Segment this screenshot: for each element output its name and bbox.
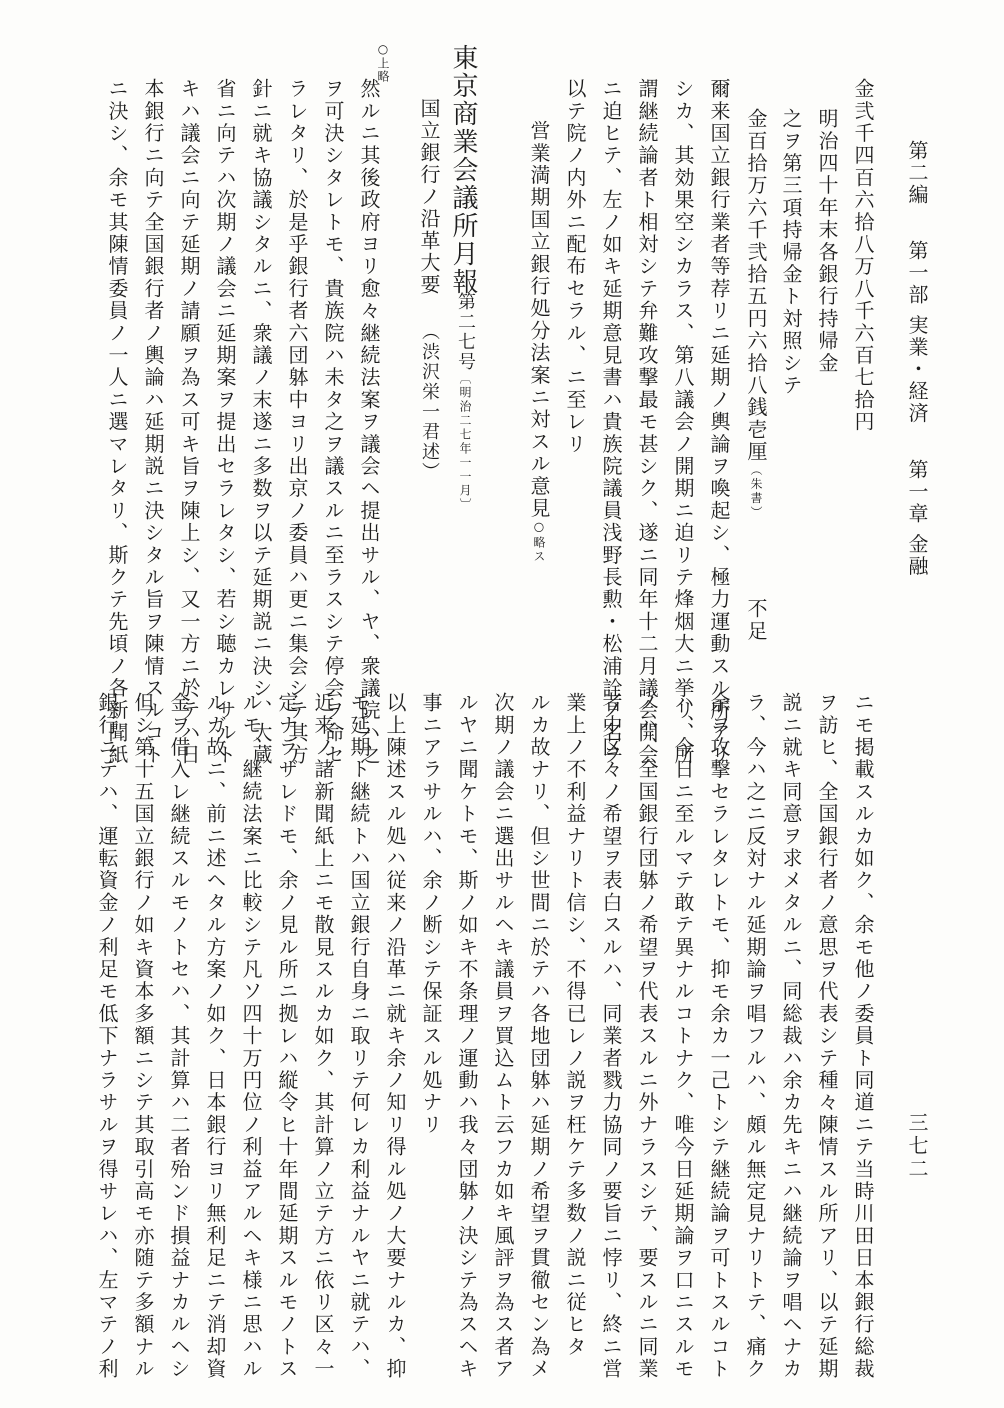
body-line: ニ決シ、余モ其陳情委員ノ一人ニ選マレタリ、斯クテ先頃ノ各新聞紙: [105, 78, 129, 767]
body-line: 近来ノ諸新聞紙上ニモ散見スルカ如ク、其計算ノ立テ方ニ依リ区々一: [311, 692, 335, 1381]
body-line: 以上陳述スル処ハ従来ノ沿革ニ就キ余ノ知リ得ル処ノ大要ナルカ、抑: [383, 692, 407, 1381]
shortfall-label: 不足: [744, 598, 768, 643]
body-line: ヲ可決シタレトモ、貴族院ハ未タ之ヲ議スルニ至ラスシテ停会ヲ命セ: [321, 78, 345, 767]
issue-date: 〔明治二七年一一月〕: [458, 372, 472, 512]
body-line: 者中区々ノ希望ヲ表白スルハ、同業者戮力協同ノ要旨ニ悖リ、終ニ営: [599, 692, 623, 1381]
body-line: 銀行ニテハ、運転資金ノ利足モ低下ナラサルヲ得サレハ、左マテノ利: [95, 692, 119, 1381]
body-line: ノハ、全国銀行団躰ノ希望ヲ代表スルニ外ナラスシテ、要スルニ同業: [635, 692, 659, 1381]
text-line: 以テ院ノ内外ニ配布セラル、ニ至レリ: [563, 78, 587, 456]
amount-value: 金百拾万六千弐拾五円六拾八銭壱厘: [744, 108, 768, 464]
body-line: 金ヲ借入レ継続スルモノトセハ、其計算ハ二者殆ンド損益ナカルヘシ: [167, 692, 191, 1381]
body-line: 省ニ向テハ次期ノ議会ニ延期案ヲ提出セラレタシ、若シ聴カレサルト: [213, 78, 237, 767]
amount-note: （朱書）: [749, 463, 763, 521]
body-line: ラ、今ハ之ニ反対ナル延期論ヲ唱フルハ、頗ル無定見ナリトテ、痛ク: [743, 692, 767, 1381]
article-author: （渋沢栄一君述）: [419, 322, 440, 482]
body-line: ニモ掲載スルカ如ク、余モ他ノ委員ト同道ニテ当時川田日本銀行総裁: [851, 692, 875, 1381]
body-line: 次期ノ議会ニ選出サルヘキ議員ヲ買込ムト云フカ如キ風評ヲ為ス者ア: [491, 692, 515, 1381]
omitted-note: ○略ス: [532, 519, 546, 565]
body-line: 余ヲ攻撃セラレタレトモ、抑モ余カ一己トシテ継続論ヲ可トスルコト: [707, 692, 731, 1381]
body-line: ルガ故ニ、前ニ述ヘタル方案ノ如ク、日本銀行ヨリ無利足ニテ消却資: [203, 692, 227, 1381]
body-line: ルカ故ナリ、但シ世間ニ於テハ各地団躰ハ延期ノ希望ヲ貫徹セン為メ: [527, 692, 551, 1381]
text-line: ニ迫ヒテ、左ノ如キ延期意見書ハ貴族院議員浅野長勲・松浦詮ノ名ヲ: [599, 78, 623, 767]
running-header: [903, 140, 932, 577]
body-line: 但シ第十五国立銀行ノ如キ資本多額ニシテ其取引高モ亦随テ多額ナル: [131, 692, 155, 1381]
text-line: 之ヲ第三項持帰金ト対照シテ: [779, 108, 803, 397]
body-line: 本銀行ニ向テ全国銀行者ノ輿論ハ延期説ニ決シタル旨ヲ陳情スルコト: [141, 78, 165, 767]
journal-title: 東京商業会議所月報: [448, 44, 478, 296]
body-line: 針ニ就キ協議シタルニ、衆議ノ末遂ニ多数ヲ以テ延期説ニ決シ、大蔵: [249, 78, 273, 767]
text-line: 爾来国立銀行業者等荐リニ延期ノ輿論ヲ喚起シ、極力運動スル所アリ: [707, 78, 731, 767]
body-line: 然ルニ其後政府ヨリ愈々継続法案ヲ議会ヘ提出サル、ヤ、衆議院ハ之: [357, 78, 381, 767]
body-line: 業上ノ不利益ナリト信シ、不得已レノ説ヲ枉ケテ多数ノ説ニ従ヒタ: [563, 692, 587, 1358]
body-line: ルモ、継続法案ニ比較シテ凡ソ四十万円位ノ利益アルヘキ様ニ思ハル: [239, 692, 263, 1381]
text-line: 明治四十年末各銀行持帰金: [815, 108, 839, 375]
bill-title: [524, 120, 554, 700]
body-line: モ延期ト継続トハ国立銀行自身ニ取リテ何レカ利益ナルヤニ就テハ、: [347, 692, 371, 1381]
body-line: 定ナラザレドモ、余ノ見ル所ニ拠レハ縦令ヒ十年間延期スルモノトス: [275, 692, 299, 1381]
body-line: ハ、今日ニ至ルマテ敢テ異ナルコトナク、唯今日延期論ヲ口ニスルモ: [671, 692, 695, 1381]
omitted-above-note: ○上略: [376, 42, 390, 83]
issue-line: [452, 292, 478, 512]
body-line: 事ニアラサルハ、余ノ断シテ保証スル処ナリ: [419, 692, 443, 1136]
text-line: 謂継続論者ト相対シテ弁難攻撃最モ甚シク、遂ニ同年十二月議会開会: [635, 78, 659, 767]
body-line: ヲ訪ヒ、全国銀行者ノ意思ヲ代表シテ種々陳情スル所アリ、以テ延期: [815, 692, 839, 1381]
body-line: キハ議会ニ向テ延期ノ請願ヲ為ス可キ旨ヲ陳上シ、又一方ニ於テハ日: [177, 78, 201, 767]
bill-title-text: 営業満期国立銀行処分法案ニ対スル意見: [527, 120, 551, 520]
text-line: シカ、其効果空シカラス、第八議会ノ開期ニ迫リテ烽烟大ニ挙リ、所: [671, 78, 695, 767]
body-line: ラレタリ、於是乎銀行者六団躰中ヨリ出京ノ委員ハ更ニ集会シテ其方: [285, 78, 309, 767]
header-section: 第一部 実業・経済: [905, 240, 929, 425]
amount-line: 金弐千四百六拾八万八千六百七拾円: [851, 78, 875, 434]
body-line: 説ニ就キ同意ヲ求メタルニ、同総裁ハ余カ先キニハ継続論ヲ唱ヘナカ: [779, 692, 803, 1381]
page-number: 三七二: [905, 1112, 929, 1181]
header-part: 第二編: [905, 140, 929, 206]
body-line: ルヤニ聞ケトモ、斯ノ如キ不条理ノ運動ハ我々団躰ノ決シテ為スヘキ: [455, 692, 479, 1381]
issue-number: 第二七号: [455, 292, 476, 372]
article-title: 国立銀行ノ沿革大要: [417, 98, 441, 296]
header-chapter: 第一章 金融: [905, 459, 929, 578]
